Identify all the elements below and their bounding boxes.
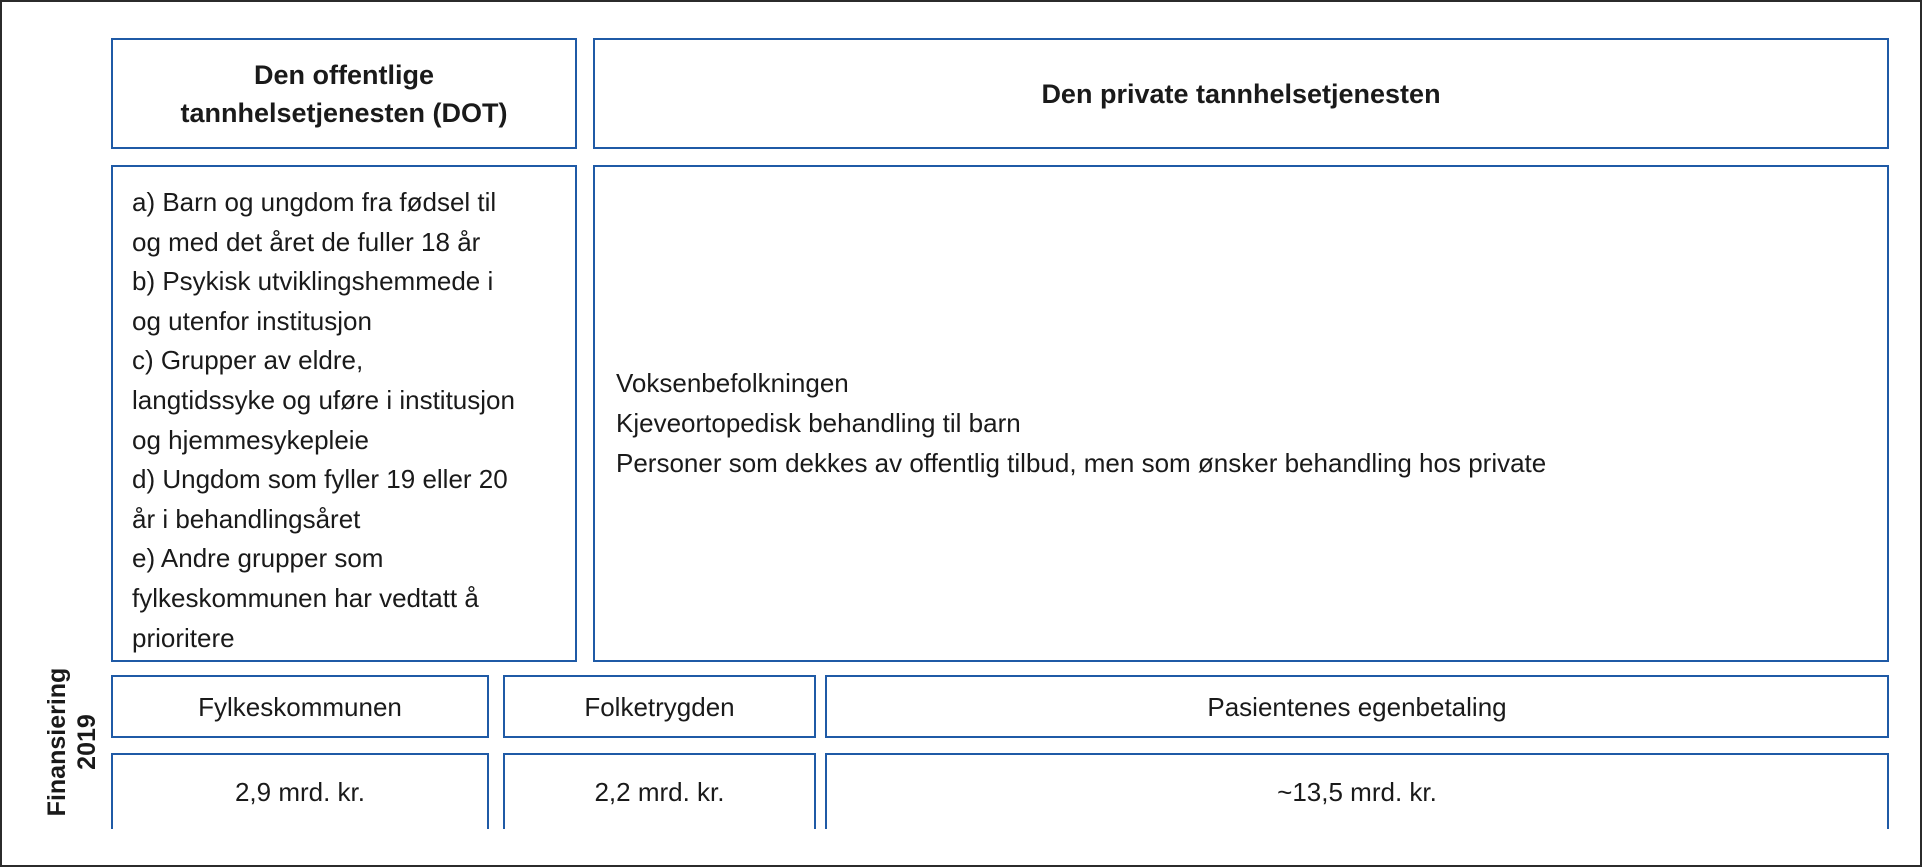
public-group-line: langtidssyke og uføre i institusjon: [132, 384, 515, 415]
financing-source-box: [503, 675, 816, 738]
public-group-line: prioritere: [132, 622, 235, 653]
private-group-line: Kjeveortopedisk behandling til barn: [616, 408, 1021, 438]
public-group-line: og utenfor institusjon: [132, 305, 372, 336]
private-groups-box: [593, 165, 1889, 662]
financing-amount: ~13,5 mrd. kr.: [1277, 777, 1437, 807]
financing-label-line-2: 2019: [73, 714, 101, 770]
public-group-line: a) Barn og ungdom fra fødsel til: [132, 187, 497, 217]
private-service-header: [593, 38, 1889, 149]
financing-amount-box: [503, 753, 816, 829]
financing-source-name: Pasientenes egenbetaling: [1207, 691, 1507, 722]
private-group-line: Personer som dekkes av offentlig tilbud, men som ønsker behandling hos private: [616, 448, 1547, 478]
public-group-line: og hjemmesykepleie: [132, 424, 370, 455]
financing-amount: 2,2 mrd. kr.: [594, 777, 725, 807]
public-group-line: b) Psykisk utviklingshemmede i: [132, 266, 494, 297]
public-group-line: år i behandlingsåret: [132, 503, 361, 534]
public-groups-list: [132, 183, 565, 658]
public-group-line: og med det året de fuller 18 år: [132, 226, 481, 257]
private-group-line: Voksenbefolkningen: [616, 368, 849, 398]
public-service-title-line-2: tannhelsetjenesten (DOT): [180, 97, 508, 128]
public-group-line: d) Ungdom som fyller 19 eller 20: [132, 464, 508, 495]
public-service-title: [180, 56, 507, 132]
public-service-header: [111, 38, 577, 149]
public-groups-box: [111, 165, 577, 662]
financing-amount: 2,9 mrd. kr.: [234, 777, 366, 807]
private-service-title: Den private tannhelsetjenesten: [1041, 78, 1441, 109]
public-service-title-line-1: Den offentlige: [253, 59, 434, 90]
financing-amount-box: [111, 753, 489, 829]
financing-source-name: Folketrygden: [584, 691, 735, 722]
public-group-line: e) Andre grupper som: [132, 543, 384, 574]
public-group-line: c) Grupper av eldre,: [132, 345, 364, 376]
financing-source-box: [111, 675, 489, 738]
private-groups-list: [616, 363, 1546, 483]
financing-amount-box: [825, 753, 1889, 829]
financing-label-line-1: Finansiering: [43, 667, 71, 817]
financing-source-box: [825, 675, 1889, 738]
public-group-line: fylkeskommunen har vedtatt å: [132, 582, 479, 613]
financing-source-name: Fylkeskommunen: [198, 691, 402, 722]
